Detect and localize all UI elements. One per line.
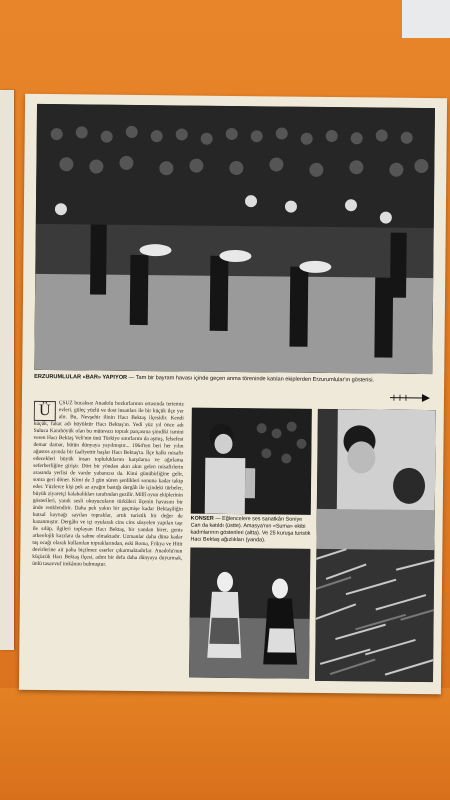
amasya-women-dance-photo bbox=[189, 548, 310, 679]
pipes-vendor-photo bbox=[315, 409, 436, 682]
top-caption-text: — Tam bir bayram havası içinde geçen anma töreninde katılan ekiplerden Erzurumlular'ın gösterisi. bbox=[128, 374, 375, 384]
drop-cap: Ü bbox=[34, 401, 56, 421]
adjacent-page-edge bbox=[0, 90, 14, 650]
article-text: ÇSUZ bucaksız Anadolu bozkırlarının ortasında tertemiz evleri, güleç yüzlü ve dost insanları ile bir küçük ilçe yer alır. Bu, Nevşehir ilinin Hacı Bektaş ilçesidir. Kendi küçük, fakat adı büyüktür Hacı Bektaş'ın. Yedi yüz yıl önce adı Suluca Karahöyük olan bu mütevazı toprak parçasına şimdiki ismini veren Hacı Bektaş Veli'nin ünü Türkiye sınırlarını da aşmış, felsefesi demar damar, bütün dünyaya yayılmıştır... 1964'ten beri her yılın ağustos ayında bir faaliyettir başlar Hacı Bektaş'ta. İlçe halkı misafir edecekleri büyük insan topluluklarını karşılama ve ağırlama seferberliğine girişir. Dört bir yöndən akın akın gelen misafirlerin arasında yerlisi de vardır yabancısı da. Kimi günübirliğine gelir, sonra geri döner. Kimi de 3 gün süren şenlikleri sonuna kadar takip eder. Yüzlerce kişi pek az ayağın bastığı dergâh ile içindeki türbeler, büyük ziyaretçi kalabalıkları tarafından gezilir. Millî oyun ekiplerinin gösterileri, yanık sesli okuyucuların türküleri ilçenin havasını bir ände renklendirir. Daha pek yakın bir geçmişe kadar Bektaşiliğin kutsal kaynağı sayılan topraklar, artık turistik bir değer de kazanmıştır. Dergâhı ve içi oyularak cins cins süsyelen yapılan taşı ile sılüp, ilgileri toplayan Hacı Bektaş, bir yandan birer, genis arkeolojik kazılara da sahne olmaktadır. Uzmanlar daha dünə kadar taş ocağı olarak kullanılan topraklarından, eski Roma, Frikya ve Hitit devirlerine ait paha biçilmez eserler çıkarmaktadırlar. Anadolu'nun küçücük Hacı Bektaş ilçesi, adını bir defa daha dünyaya duyurmak, ünlü tasavvuf imkânını bulmuştur. bbox=[32, 400, 184, 568]
concert-caption-text: — Eğlencelere ses sanatkârı Soniye Can da katıldı (üstte). Amasya'nın «Suma» ekibi kadınlarının gösterileri (altta). Ve 25 kuruşa turistik Hacı Bektaş ağızlıkları (yanda). bbox=[190, 515, 311, 544]
article-body bbox=[31, 400, 184, 684]
arrow-icon bbox=[390, 394, 430, 402]
magazine-page bbox=[19, 94, 447, 694]
top-caption-title: ERZURUMLULAR «BAR» YAPIYOR bbox=[34, 373, 128, 381]
concert-singer-photo bbox=[191, 408, 312, 515]
corner-paper-scrap bbox=[402, 0, 450, 38]
concert-caption-title: KONSER bbox=[190, 515, 214, 522]
top-photo-caption bbox=[34, 374, 414, 385]
concert-caption bbox=[190, 516, 312, 545]
orange-fabric-fold bbox=[0, 688, 450, 800]
erzurum-bar-dance-photo bbox=[34, 104, 435, 374]
